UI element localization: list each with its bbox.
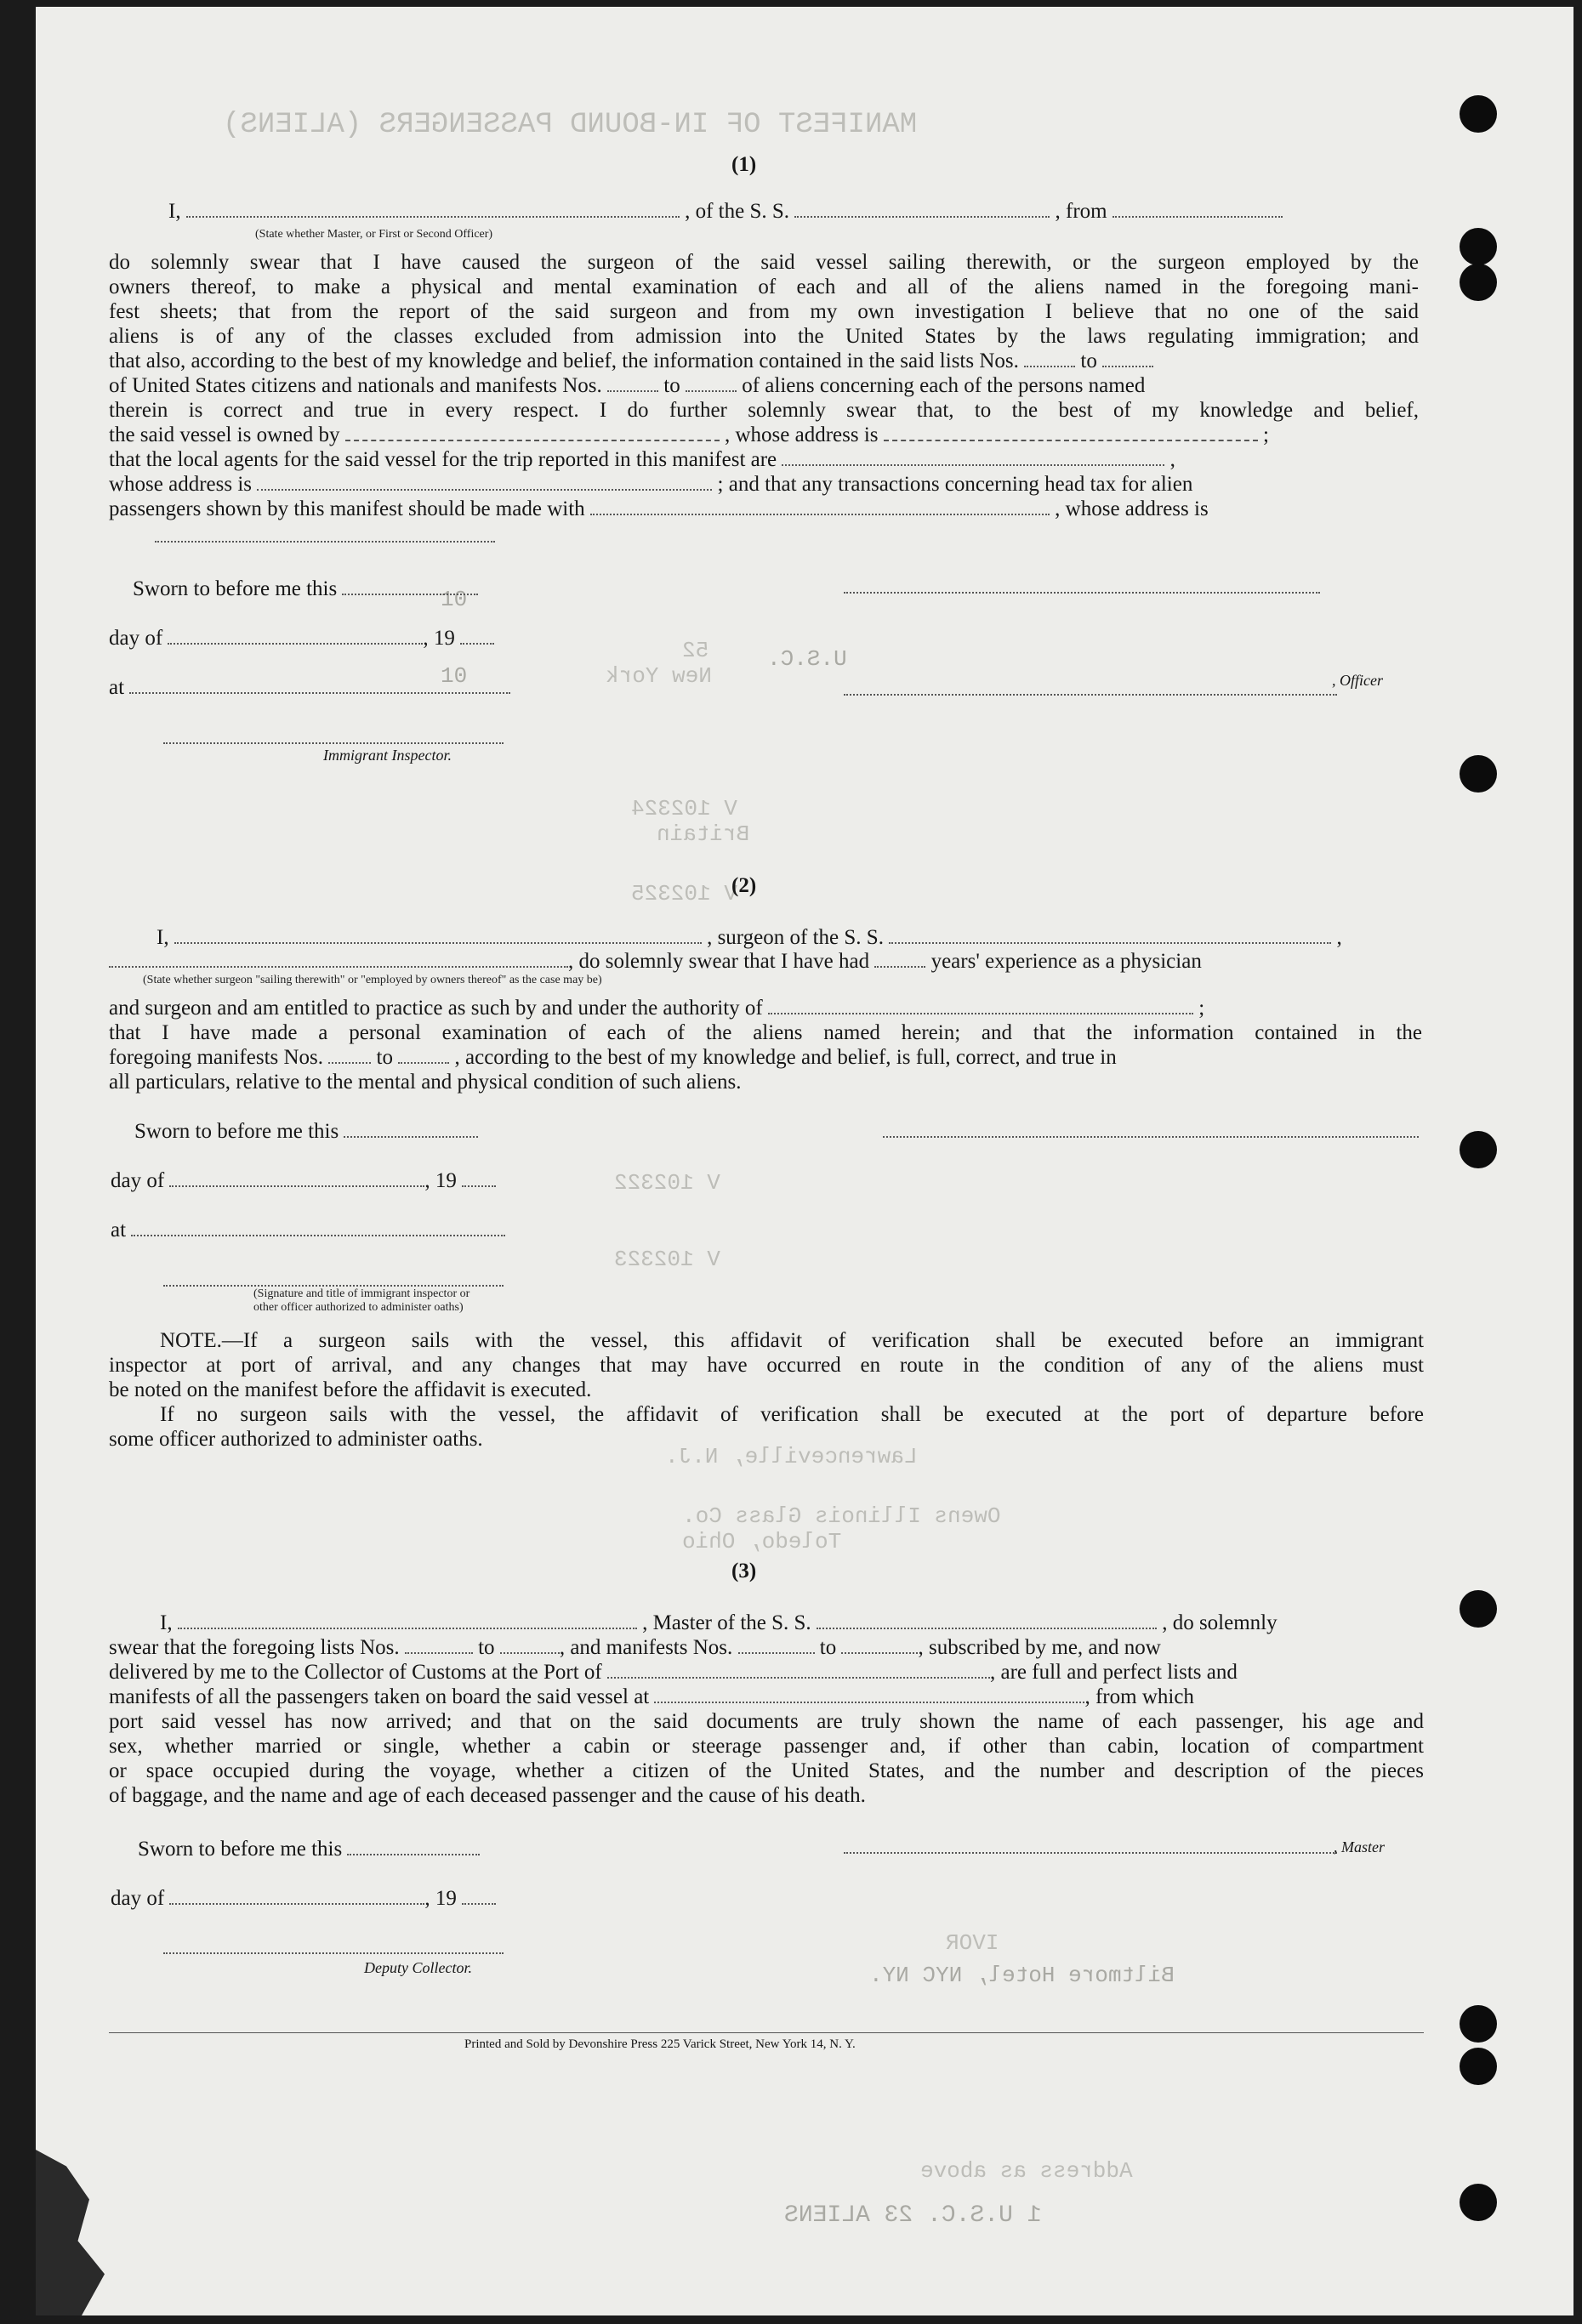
- bleed-through-city: Lawrenceville, N.J.: [665, 1444, 918, 1469]
- section-3-oath-line: I, , Master of the S. S. , do solemnly: [160, 1611, 1278, 1634]
- lists-from-field[interactable]: [1024, 349, 1075, 367]
- bleed-through-address: Address as above: [920, 2158, 1133, 2184]
- s1-place-field[interactable]: [129, 675, 510, 694]
- section-3-lists-line: swear that the foregoing lists Nos. to , and manifests Nos. to , subscribed by me, and now: [109, 1636, 1161, 1659]
- note-line: some officer authorized to administer oaths.: [109, 1428, 483, 1451]
- officer-title-field[interactable]: [844, 677, 1337, 696]
- s3-year-field[interactable]: [462, 1886, 496, 1905]
- s1-sworn-day-field[interactable]: [342, 577, 478, 595]
- s2-month-field[interactable]: [169, 1168, 424, 1187]
- owner-field[interactable]: [345, 423, 720, 441]
- bleed-through-passport: V 102322: [614, 1170, 720, 1196]
- section-2-particulars-line: all particulars, relative to the mental and physical condition of such aliens.: [109, 1071, 742, 1094]
- from-label: , from: [1055, 200, 1107, 223]
- punch-hole: [1460, 1131, 1497, 1168]
- section-3-body-line: or space occupied during the voyage, whether a citizen of the United States, and the number and description of the pieces: [109, 1759, 1424, 1782]
- departure-port-field[interactable]: [654, 1685, 1084, 1703]
- section-3-body-line: sex, whether married or single, whether a cabin or steerage passenger and, if other than cabin, location of compartment: [109, 1735, 1424, 1758]
- s1-sworn-line: Sworn to before me this: [133, 577, 478, 601]
- agents-address-field[interactable]: [257, 472, 712, 491]
- section-2-number: (2): [731, 874, 757, 897]
- punch-hole: [1460, 2048, 1497, 2085]
- section-3-taken-line: manifests of all the passengers taken on board the said vessel at , from which: [109, 1685, 1194, 1708]
- vessel-name-field[interactable]: [794, 199, 1050, 218]
- surgeon-type-field[interactable]: [109, 949, 568, 968]
- section-2-oath-line: I, , surgeon of the S. S. ,: [156, 926, 1342, 949]
- section-2-foregoing-line: foregoing manifests Nos. to , according to the best of my knowledge and belief, is full, correct, and true in: [109, 1046, 1117, 1069]
- master-label: , Master: [1334, 1838, 1385, 1855]
- section-1-body-line: aliens is of any of the classes excluded from admission into the United States by the laws regulating immigration; and: [109, 325, 1419, 348]
- bleed-through-day: 10: [441, 587, 468, 612]
- signature-note: other officer authorized to administer oaths): [253, 1301, 464, 1314]
- oath-i-label: I,: [168, 200, 181, 223]
- section-1-owned-line: the said vessel is owned by , whose address is ;: [109, 423, 1269, 446]
- section-2-years-line: , do solemnly swear that I have had years' experience as a physician: [109, 949, 1202, 974]
- s2-day-line: day of , 19: [111, 1168, 496, 1193]
- bleed-through-passport: V 102324: [631, 796, 737, 821]
- s2-at-line: at: [111, 1218, 505, 1242]
- section-1-lists-line: that also, according to the best of my knowledge and belief, the information contained in the said lists Nos. to: [109, 349, 1153, 373]
- s1-month-field[interactable]: [168, 626, 423, 645]
- s3-month-field[interactable]: [169, 1886, 424, 1905]
- years-experience-field[interactable]: [874, 949, 925, 968]
- s1-at-line: at: [109, 675, 510, 700]
- bleed-through-header: MANIFEST OF IN-BOUND PASSENGERS (ALIENS): [223, 109, 918, 141]
- s2-manifests-to-field[interactable]: [398, 1045, 449, 1064]
- note-line: If no surgeon sails with the vessel, the affidavit of verification shall be executed at the port of departure before: [160, 1403, 1424, 1426]
- punch-hole: [1460, 228, 1497, 265]
- bleed-through-company: Owens Illinois Glass Co.: [682, 1503, 1001, 1529]
- manifests-to-field[interactable]: [686, 373, 737, 392]
- section-3-number: (3): [731, 1560, 757, 1582]
- s3-sworn-line: Sworn to before me this: [138, 1837, 480, 1861]
- section-1-oath-line: [168, 199, 1283, 224]
- manifest-page: [36, 7, 1573, 2315]
- immigrant-inspector-label: Immigrant Inspector.: [323, 747, 452, 764]
- punch-hole: [1460, 95, 1497, 133]
- section-1-body-line: do solemnly swear that I have caused the surgeon of the said vessel sailing therewith, or the surgeon employed by the: [109, 251, 1419, 274]
- s1-year-field[interactable]: [460, 626, 494, 645]
- bleed-through-at: 10: [441, 663, 468, 689]
- bleed-through-city: New York: [606, 663, 712, 689]
- section-1-body-line: owners thereof, to make a physical and mental examination of each and all of the aliens named in the foregoing mani-: [109, 276, 1419, 298]
- punch-hole: [1460, 755, 1497, 793]
- torn-corner: [36, 2150, 112, 2315]
- surgeon-signature-field[interactable]: [883, 1119, 1419, 1138]
- note-line: be noted on the manifest before the affidavit is executed.: [109, 1378, 592, 1401]
- deputy-collector-label: Deputy Collector.: [364, 1959, 472, 1976]
- master-signature-field[interactable]: [844, 1835, 1337, 1854]
- surgeon-name-field[interactable]: [174, 925, 702, 944]
- section-2-examination-line: that I have made a personal examination of each of the aliens named herein; and that the information contained in the: [109, 1021, 1422, 1044]
- collector-signature-field[interactable]: [163, 1935, 504, 1954]
- bleed-through-name: IVOR: [946, 1930, 999, 1956]
- section-1-agents-line: that the local agents for the said vessel for the trip reported in this manifest are ,: [109, 448, 1175, 471]
- section-3-body-line: port said vessel has now arrived; and that on the said documents are truly shown the name of each passenger, his age and: [109, 1710, 1424, 1733]
- officer-label: , Officer: [1332, 672, 1383, 689]
- surgeon-state-note: (State whether surgeon "sailing therewith" or "employed by owners thereof" as the case may be): [143, 974, 602, 986]
- punch-hole: [1460, 1590, 1497, 1628]
- port-from-field[interactable]: [1113, 199, 1283, 218]
- section-3-delivered-line: delivered by me to the Collector of Customs at the Port of , are full and perfect lists and: [109, 1661, 1238, 1684]
- officer-state-note: (State whether Master, or First or Second Officer): [255, 228, 493, 241]
- punch-hole: [1460, 2184, 1497, 2221]
- section-1-body-line: fest sheets; that from the report of the said surgeon and from my own investigation I believe that no one of the said: [109, 300, 1419, 323]
- officer-name-field[interactable]: [186, 199, 680, 218]
- manifests-from-field[interactable]: [607, 373, 658, 392]
- bleed-through-passport: V 102323: [614, 1247, 720, 1272]
- master-name-field[interactable]: [178, 1611, 637, 1629]
- s3-vessel-field[interactable]: [817, 1611, 1157, 1629]
- officer-signature-field[interactable]: [844, 575, 1320, 594]
- bleed-through-nationality: Britain: [657, 821, 750, 847]
- bleed-through-passport: V 102325: [631, 881, 737, 906]
- s2-year-field[interactable]: [462, 1168, 496, 1187]
- s2-place-field[interactable]: [131, 1218, 505, 1236]
- footer-rule: [109, 2032, 1424, 2033]
- section-2-authority-line: and surgeon and am entitled to practice as such by and under the authority of ;: [109, 997, 1205, 1020]
- s3-manifests-to-field[interactable]: [841, 1635, 918, 1654]
- local-agents-field[interactable]: [782, 447, 1164, 466]
- head-tax-address-field[interactable]: [155, 524, 495, 543]
- section-1-passengers-line: passengers shown by this manifest should be made with , whose address is: [109, 497, 1209, 520]
- head-tax-agent-field[interactable]: [590, 497, 1050, 515]
- s3-lists-to-field[interactable]: [500, 1635, 560, 1654]
- bleed-through-hotel: Biltmore Hotel, NYC NY.: [869, 1963, 1175, 1988]
- s2-sworn-day-field[interactable]: [344, 1119, 478, 1138]
- s3-lists-from-field[interactable]: [405, 1635, 473, 1654]
- s3-sworn-day-field[interactable]: [347, 1837, 480, 1855]
- s2-sworn-line: Sworn to before me this: [134, 1119, 478, 1144]
- of-ss-label: , of the S. S.: [685, 200, 790, 223]
- signature-note: (Signature and title of immigrant inspector or: [253, 1287, 470, 1300]
- bleed-through-usc: U.S.C.: [767, 646, 847, 672]
- lists-to-field[interactable]: [1102, 349, 1153, 367]
- bleed-through-city: Toledo, Ohio: [682, 1529, 842, 1554]
- customs-port-field[interactable]: [607, 1660, 990, 1679]
- s3-day-line: day of , 19: [111, 1886, 496, 1911]
- punch-hole: [1460, 2005, 1497, 2043]
- section-3-body-line: of baggage, and the name and age of each deceased passenger and the cause of his death.: [109, 1784, 866, 1807]
- s3-manifests-from-field[interactable]: [738, 1635, 815, 1654]
- section-1-number: (1): [731, 153, 757, 176]
- note-line: NOTE.—If a surgeon sails with the vessel, this affidavit of verification shall be executed before an immigrant: [160, 1329, 1424, 1352]
- note-line: inspector at port of arrival, and any changes that may have occurred en route in the condition of any of the aliens must: [109, 1354, 1424, 1377]
- owner-address-field[interactable]: [884, 423, 1258, 441]
- s1-day-line: day of , 19: [109, 626, 494, 651]
- s2-manifests-from-field[interactable]: [328, 1045, 371, 1064]
- s2-inspector-signature-field[interactable]: [163, 1268, 504, 1287]
- section-1-therein-line: therein is correct and true in every respect. I do further solemnly swear that, to the best of my knowledge and belief,: [109, 399, 1419, 422]
- inspector-signature-field[interactable]: [163, 725, 504, 744]
- bleed-through-number: 52: [682, 638, 709, 663]
- s2-vessel-field[interactable]: [889, 925, 1331, 944]
- authority-field[interactable]: [768, 996, 1193, 1014]
- punch-hole: [1460, 264, 1497, 301]
- section-1-address-line: whose address is ; and that any transactions concerning head tax for alien: [109, 473, 1193, 496]
- printer-credit: Printed and Sold by Devonshire Press 225 Varick Street, New York 14, N. Y.: [464, 2037, 856, 2051]
- section-1-citizens-line: of United States citizens and nationals and manifests Nos. to of aliens concerning each of the persons named: [109, 374, 1146, 397]
- bleed-through-total: 1 U.S.C. 23 ALIENS: [784, 2202, 1042, 2229]
